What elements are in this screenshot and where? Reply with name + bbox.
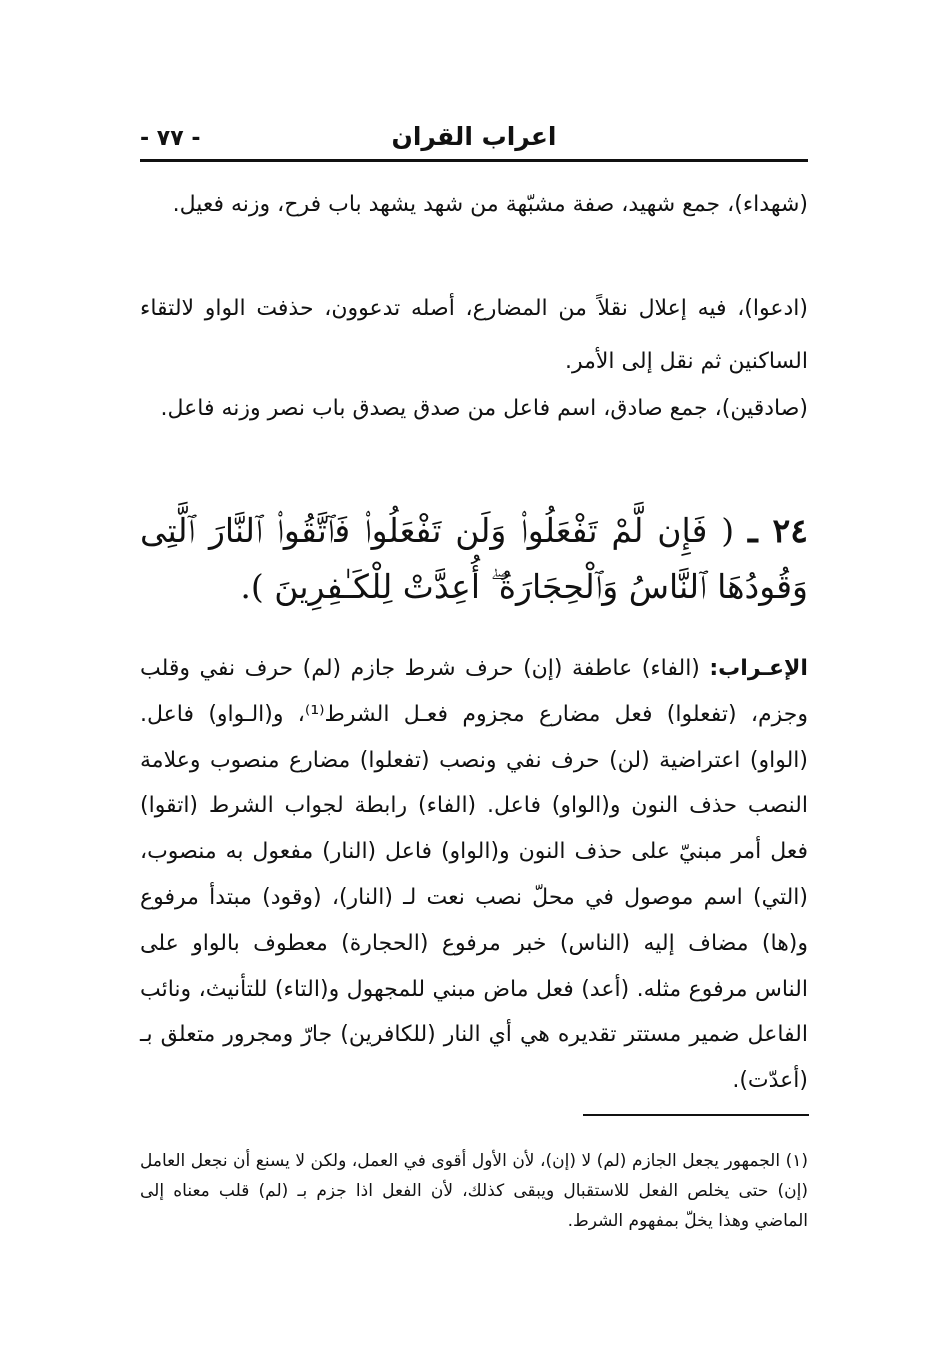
verse-text: ( فَإِن لَّمْ تَفْعَلُوا۟ وَلَن تَفْعَلُوا۟ فَٱتَّقُوا۟ ٱلنَّارَ ٱلَّتِى وَقُودُهَا ٱلنَّاسُ وَٱلْحِجَارَةُ ۖ أُعِدَّتْ لِلْكَـٰفِرِينَ ). bbox=[140, 511, 808, 606]
page-header bbox=[140, 118, 808, 154]
footnote-rule bbox=[583, 1114, 809, 1116]
verse-number: ٢٤ ـ bbox=[748, 511, 808, 550]
paragraph-sadiqin: (صادقين)، جمع صادق، اسم فاعل من صدق يصدق باب نصر وزنه فاعل. bbox=[160, 396, 808, 421]
paragraph-shuhada: (شهداء)، جمع شهيد، صفة مشبّهة من شهد يشهد باب فرح، وزنه فعيل. bbox=[172, 192, 808, 217]
book-title: اعراب القران bbox=[391, 122, 557, 151]
verse-24 bbox=[140, 503, 808, 615]
page-number: - ٧٧ - bbox=[140, 126, 201, 151]
irab-label: الإعـراب: bbox=[709, 656, 808, 681]
irab-paragraph bbox=[140, 646, 808, 1104]
header-rule bbox=[140, 159, 808, 162]
irab-text: (الفاء) عاطفة (إن) حرف شرط جازم (لم) حرف نفي وقلب وجزم، (تفعلوا) فعل مضارع مجزوم فعـل الشرط⁽¹⁾، و(الـواو) فاعل. (الواو) اعتراضية (لن) حرف نفي ونصب (تفعلوا) مضارع منصوب وعلامة النصب حذف النون و(الواو) فاعل. (الفاء) رابطة لجواب الشرط (اتقوا) فعل أمر مبنيّ على حذف النون و(الواو) فاعل (النار) مفعول به منصوب، (التي) اسم موصول في محلّ نصب نعت لـ (النار)، (وقود) مبتدأ مرفوع و(ها) مضاف إليه (الناس) خبر مرفوع (الحجارة) معطوف بالواو على الناس مرفوع مثله. (أعد) فعل ماض مبني للمجهول و(التاء) للتأنيث، ونائب الفاعل ضمير مستتر تقديره هي أي النار (للكافرين) جارّ ومجرور متعلق بـ (أعدّت). bbox=[140, 656, 808, 1094]
footnote: (١) الجمهور يجعل الجازم (لم) لا (إن)، لأن الأول أقوى في العمل، ولكن لا يسنع أن نجعل العامل (إن) حتى يخلص الفعل للاستقبال ويبقى كذلك، لأن الفعل اذا جزم بـ (لم) قلب معناه إلى الماضي وهذا يخلّ بمفهوم الشرط. bbox=[140, 1151, 808, 1231]
paragraph-udu: (ادعوا)، فيه إعلال نقلاً من المضارع، أصله تدعوون، حذفت الواو لالتقاء الساكنين ثم نقل إلى الأمر. bbox=[140, 296, 808, 374]
